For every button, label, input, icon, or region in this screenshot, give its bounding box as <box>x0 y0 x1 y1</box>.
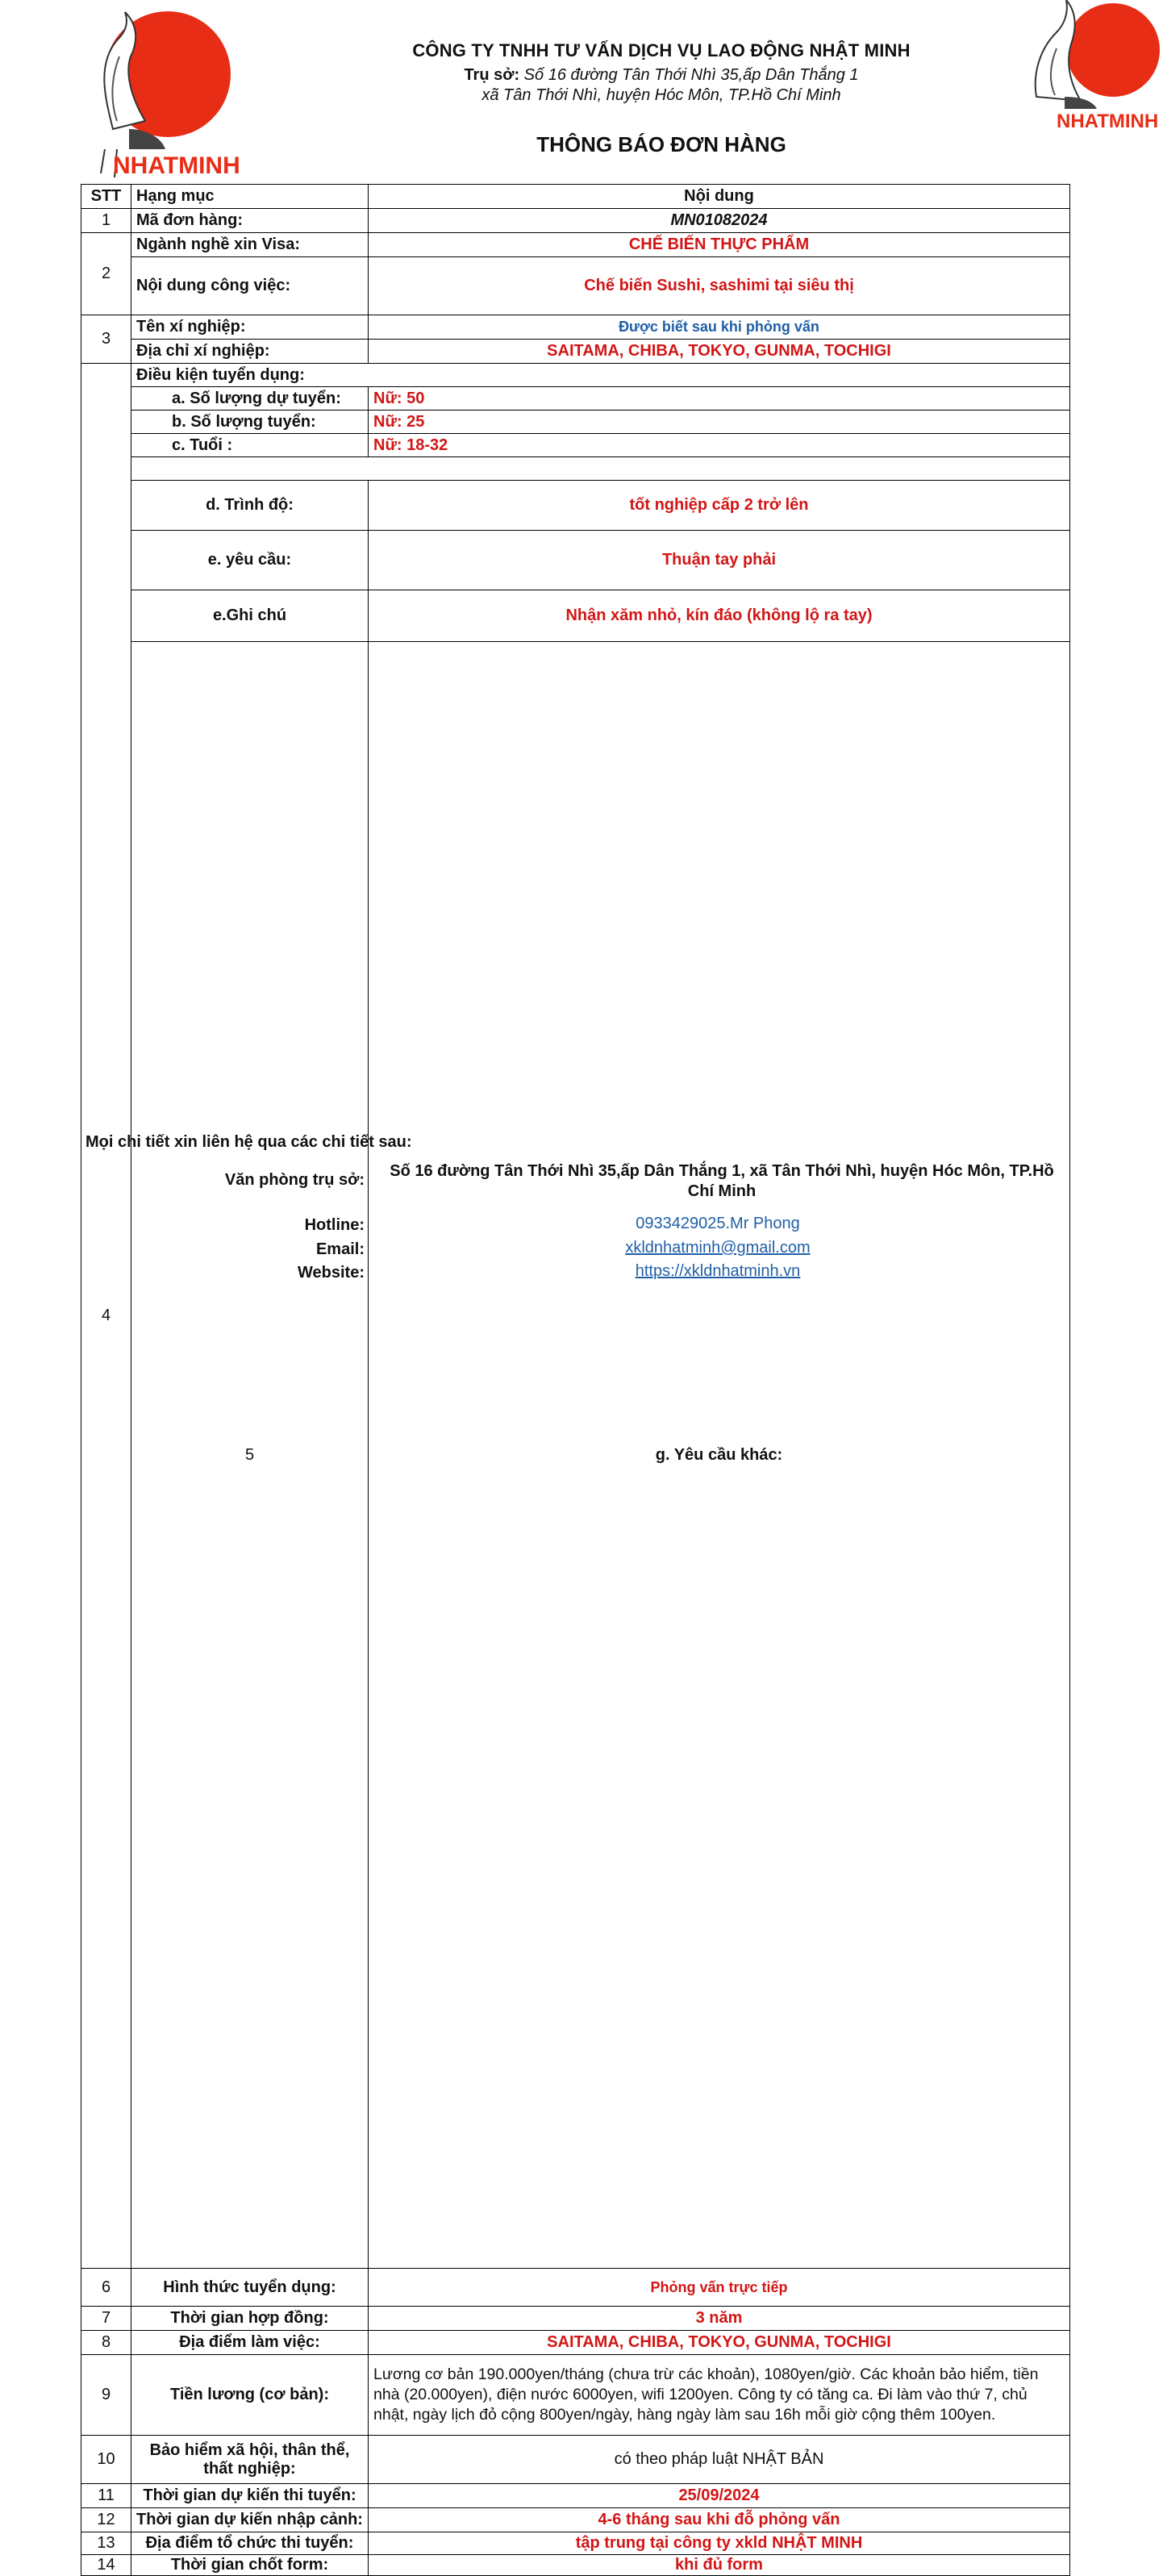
row-stt: 4 <box>81 364 131 2269</box>
enterprise-name: Được biết sau khi phỏng vấn <box>369 315 1070 340</box>
table-row <box>81 481 1070 531</box>
email-link[interactable]: xkldnhatminh@gmail.com <box>625 1239 811 1257</box>
table-row <box>81 531 1070 590</box>
hotline-label: Hotline: <box>304 1216 365 1234</box>
hire-count: Nữ: 25 <box>369 411 1070 434</box>
address-text: Số 16 đường Tân Thới Nhì 35,ấp Dân Thắng 1 <box>523 66 859 84</box>
company-logo-right <box>1024 0 1163 141</box>
row-label: Nội dung công việc: <box>131 257 369 315</box>
logo-text: NHATMINH <box>113 152 240 179</box>
row-stt: 6 <box>81 2269 131 2307</box>
enterprise-address: SAITAMA, CHIBA, TOKYO, GUNMA, TOCHIGI <box>369 340 1070 364</box>
row-stt: 2 <box>81 233 131 315</box>
table-row <box>81 2508 1070 2532</box>
row-label: e. yêu cầu: <box>131 531 369 590</box>
company-name: CÔNG TY TNHH TƯ VẤN DỊCH VỤ LAO ĐỘNG NHẬT MINH <box>412 40 911 60</box>
table-row <box>81 364 1070 387</box>
table-row <box>81 2307 1070 2331</box>
order-code: MN01082024 <box>369 209 1070 233</box>
row-label: Thời gian hợp đồng: <box>131 2307 369 2331</box>
visa-industry: CHẾ BIẾN THỰC PHẨM <box>369 233 1070 257</box>
row-stt: 7 <box>81 2307 131 2331</box>
row-label: Tên xí nghiệp: <box>131 315 369 340</box>
office-label: Văn phòng trụ sở: <box>224 1171 365 1189</box>
hotline-value[interactable]: 0933429025.Mr Phong <box>636 1215 800 1232</box>
table-header-row <box>81 185 1070 209</box>
table-row <box>81 2555 1070 2576</box>
office-address: Số 16 đường Tân Thới Nhì 35,ấp Dân Thắng 1, xã Tân Thới Nhì, huyện Hóc Môn, TP.Hồ Chí Minh <box>390 1162 1054 1200</box>
header-content: Nội dung <box>369 185 1070 209</box>
row-stt: 5 <box>131 642 369 2269</box>
table-row <box>81 387 1070 411</box>
header-stt: STT <box>81 185 131 209</box>
head-office-address-line1 <box>339 66 984 85</box>
table-row <box>81 2269 1070 2307</box>
row-stt: 10 <box>81 2436 131 2484</box>
education-level: tốt nghiệp cấp 2 trở lên <box>369 481 1070 531</box>
document-title: THÔNG BÁO ĐƠN HÀNG <box>536 132 786 156</box>
row-label: Mã đơn hàng: <box>131 209 369 233</box>
age-range: Nữ: 18-32 <box>369 434 1070 457</box>
row-stt: 11 <box>81 2484 131 2508</box>
table-row <box>81 2532 1070 2555</box>
order-table <box>81 184 1070 2576</box>
table-row <box>81 2436 1070 2484</box>
row-label: Thời gian chốt form: <box>131 2555 369 2576</box>
table-row <box>81 434 1070 457</box>
row-stt: 12 <box>81 2508 131 2532</box>
row-label: Thời gian dự kiến thi tuyển: <box>131 2484 369 2508</box>
recruitment-conditions-heading: Điều kiện tuyển dụng: <box>131 364 1070 387</box>
note: Nhận xăm nhỏ, kín đáo (không lộ ra tay) <box>369 590 1070 642</box>
row-stt: 14 <box>81 2555 131 2576</box>
svg-text:NHATMINH: NHATMINH <box>1057 110 1159 132</box>
table-row-empty <box>81 457 1070 481</box>
website-link[interactable]: https://xkldnhatminh.vn <box>635 1262 801 1280</box>
table-row <box>81 315 1070 340</box>
row-label: Địa chỉ xí nghiệp: <box>131 340 369 364</box>
address-label: Trụ sở: <box>464 66 520 84</box>
entry-time: 4-6 tháng sau khi đỗ phỏng vấn <box>369 2508 1070 2532</box>
row-stt: 13 <box>81 2532 131 2555</box>
company-logo-left <box>81 8 250 181</box>
row-stt: 8 <box>81 2331 131 2355</box>
website-label: Website: <box>298 1264 365 1282</box>
row-label: d. Trình độ: <box>131 481 369 531</box>
head-office-address-line2: xã Tân Thới Nhì, huyện Hóc Môn, TP.Hồ Chí Minh <box>481 86 841 104</box>
row-stt: 3 <box>81 315 131 364</box>
row-stt: 1 <box>81 209 131 233</box>
row-label: b. Số lượng tuyển: <box>131 411 369 434</box>
row-label: a. Số lượng dự tuyển: <box>131 387 369 411</box>
row-stt: 9 <box>81 2355 131 2436</box>
recruitment-method: Phỏng vấn trực tiếp <box>369 2269 1070 2307</box>
table-row <box>81 2484 1070 2508</box>
table-row <box>81 590 1070 642</box>
exam-location: tập trung tại công ty xkld NHẬT MINH <box>369 2532 1070 2555</box>
insurance: có theo pháp luật NHẬT BẢN <box>369 2436 1070 2484</box>
row-label: Địa điểm làm việc: <box>131 2331 369 2355</box>
table-row <box>81 340 1070 364</box>
empty-cell <box>131 457 1070 481</box>
row-label: Bảo hiểm xã hội, thân thể, thất nghiệp: <box>131 2436 369 2484</box>
row-label: Tiền lương (cơ bản): <box>131 2355 369 2436</box>
row-label: Ngành nghề xin Visa: <box>131 233 369 257</box>
table-row <box>81 2331 1070 2355</box>
basic-salary: Lương cơ bản 190.000yen/tháng (chưa trừ các khoản), 1080yen/giờ. Các khoản bảo hiểm, tiền nhà (20.000yen), điện nước 6000yen, wifi 1200yen. Công ty có tăng ca. Đi làm vào thứ 7, chủ nhật, ngày lịch đỏ cộng 800yen/ngày, hàng ngày làm sau 16h mỗi giờ cộng thêm 100yen. <box>369 2355 1070 2436</box>
contact-intro: Mọi chi tiết xin liên hệ qua các chi tiết sau: <box>85 1133 412 1151</box>
row-label: c. Tuổi : <box>131 434 369 457</box>
exam-date: 25/09/2024 <box>369 2484 1070 2508</box>
table-row <box>81 642 1070 2269</box>
header-item: Hạng mục <box>131 185 369 209</box>
contract-duration: 3 năm <box>369 2307 1070 2331</box>
requirement: Thuận tay phải <box>369 531 1070 590</box>
row-label: Thời gian dự kiến nhập cảnh: <box>131 2508 369 2532</box>
table-row <box>81 233 1070 257</box>
row-label: e.Ghi chú <box>131 590 369 642</box>
candidate-count: Nữ: 50 <box>369 387 1070 411</box>
work-location: SAITAMA, CHIBA, TOKYO, GUNMA, TOCHIGI <box>369 2331 1070 2355</box>
form-deadline: khi đủ form <box>369 2555 1070 2576</box>
table-row <box>81 209 1070 233</box>
row-label: Địa điểm tổ chức thi tuyển: <box>131 2532 369 2555</box>
table-row <box>81 411 1070 434</box>
job-description: Chế biến Sushi, sashimi tại siêu thị <box>369 257 1070 315</box>
row-label: Hình thức tuyển dụng: <box>131 2269 369 2307</box>
table-row <box>81 2355 1070 2436</box>
row-label: g. Yêu cầu khác: <box>369 642 1070 2269</box>
email-label: Email: <box>315 1240 365 1258</box>
table-row <box>81 257 1070 315</box>
